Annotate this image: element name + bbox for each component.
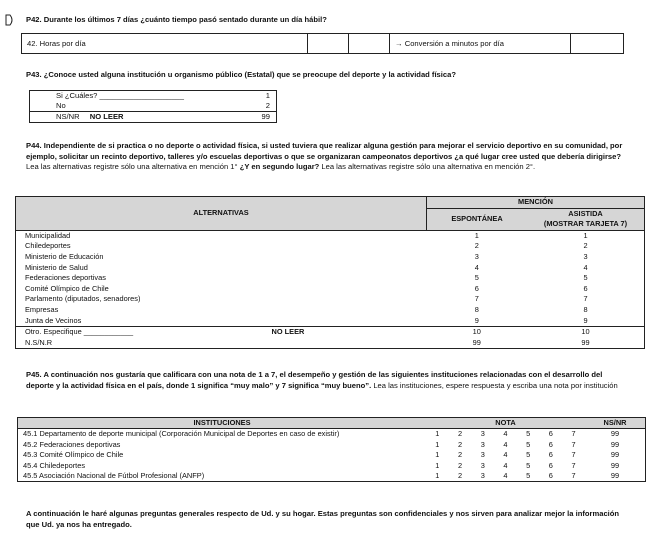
p43-question: P43. ¿Conoce usted alguna institución u organismo público (Estatal) que se preocupe del deporte y la actividad física? [26,70,456,79]
p44-alternative-row[interactable] [16,294,645,305]
p44-alternative-esp: 2 [474,241,479,251]
p44-alternative-asi: 6 [583,283,588,293]
p45-grade-option[interactable]: 2 [457,429,463,439]
p44-alternative-label: Chiledeportes [25,241,71,251]
p45-grade-option[interactable]: 3 [480,429,485,439]
p44-alternative-row[interactable] [16,263,645,274]
p45-header-instituciones: INSTITUCIONES [193,418,251,427]
p45-grade-option[interactable]: 3 [480,471,485,481]
p43-nsnr-row[interactable] [30,112,277,123]
p45-institution-label: 45.4 Chiledeportes [23,460,86,470]
p44-alternative-row[interactable] [16,305,645,316]
bookmark-marker-icon [5,14,15,26]
p45-grade-option[interactable]: 7 [571,450,576,460]
p44-alternative-label: Ministerio de Educación [25,251,104,261]
arrow-right-icon: → [395,39,403,48]
p45-nsnr-option[interactable]: 99 [610,460,620,470]
p45-grade-option[interactable]: 3 [480,439,485,449]
p45-institution-row[interactable] [18,450,646,460]
p45-grade-option[interactable]: 4 [503,429,508,439]
p44-nsnr-label: N.S/N.R [25,337,53,347]
p44-alternative-esp: 4 [474,262,479,272]
p45-grade-option[interactable]: 1 [435,450,440,460]
p45-grade-option[interactable]: 5 [526,460,531,470]
p45-table [17,417,646,482]
p45-institution-label: 45.3 Comité Olímpico de Chile [23,450,124,460]
p45-grade-option[interactable]: 2 [457,460,463,470]
p45-grade-option[interactable]: 2 [457,450,463,460]
p45-grade-option[interactable]: 3 [480,460,485,470]
p45-institution-row[interactable] [18,461,646,471]
p44-alternative-asi: 4 [583,262,588,272]
p44-alternative-asi: 1 [583,230,588,240]
p44-alternative-esp: 9 [474,315,479,325]
p45-grade-option[interactable]: 5 [526,439,531,449]
p45-grade-option[interactable]: 7 [571,460,576,470]
p45-grade-option[interactable]: 5 [526,429,531,439]
p44-alternative-row[interactable] [16,252,645,263]
p45-institution-label: 45.5 Asociación Nacional de Fútbol Profesional (ANFP) [23,471,205,481]
p43-option-code: 1 [265,91,270,100]
p43-table [29,90,277,123]
p44-alternative-esp: 5 [474,273,479,283]
p42-conversion-cell [390,34,571,54]
p44-nsnr-esp: 99 [472,337,481,347]
p45-grade-option[interactable]: 6 [548,460,553,470]
p44-question-regular: Lea las alternativas registre sólo una alternativa en mención 1° [26,162,240,171]
p45-header-nsnr: NS/NR [603,418,627,427]
p45-nsnr-option[interactable]: 99 [610,450,620,460]
p43-option-code: 2 [265,101,270,110]
p44-otro-row[interactable] [16,327,645,338]
p43-nsnr-label: NS/NR [56,112,80,121]
p45-institution-row[interactable] [18,429,646,440]
p44-alternative-esp: 7 [474,294,479,304]
p43-nsnr-code: 99 [261,112,270,121]
p44-question-bold: P44. Independiente de si practica o no deporte o actividad física, si usted tuviera que realizar alguna gestión para mejorar el servicio deportivo en su comunidad, por ejemplo, solicitar un recinto deportivo, talleres y/o escuelas deportivas o que se organizaran campeonatos deportivos ¿a qué lugar cree usted que debería dirigirse? [26,141,623,161]
p44-otro-esp: 10 [427,327,528,338]
p45-grade-option[interactable]: 1 [435,460,440,470]
p44-alternative-label: Junta de Vecinos [25,315,82,325]
p44-alternative-label: Municipalidad [25,230,71,240]
p45-institution-row[interactable] [18,471,646,482]
p44-alternative-row[interactable] [16,316,645,327]
p45-grade-option[interactable]: 1 [435,429,440,439]
p45-grade-option[interactable]: 7 [571,439,576,449]
p45-grade-option[interactable]: 4 [503,471,508,481]
p44-alternative-asi: 3 [583,251,588,261]
p43-option-label: No [56,101,66,110]
p42-minutes-cell[interactable] [571,34,624,54]
p44-otro-label: Otro. Especifique ____________ [16,327,427,338]
p44-alternative-row[interactable] [16,241,645,252]
p45-nsnr-option[interactable]: 99 [610,429,620,439]
p45-grade-option[interactable]: 2 [457,471,463,481]
p43-no-leer: NO LEER [89,112,124,121]
p44-alternative-asi: 9 [583,315,588,325]
p44-no-leer: NO LEER [271,327,305,337]
p42-hours-cell-1[interactable] [308,34,349,54]
p45-grade-option[interactable]: 1 [435,439,440,449]
p44-alternative-label: Federaciones deportivas [25,273,106,283]
p44-alternative-row[interactable] [16,284,645,295]
p44-alternative-label: Ministerio de Salud [25,262,88,272]
p44-question [26,141,626,173]
p44-alternative-asi: 8 [583,304,588,314]
p44-alternative-esp: 8 [474,304,479,314]
p43-option-label: Si ¿Cuáles? ____________________ [56,91,184,100]
p42-question: P42. Durante los últimos 7 días ¿cuánto tiempo pasó sentado durante un día hábil? [26,15,327,24]
p44-alternative-asi: 5 [583,273,588,283]
p44-alternative-asi: 7 [583,294,588,304]
p44-header-mencion: MENCIÓN [427,197,645,209]
p44-alternative-label: Parlamento (diputados, senadores) [25,294,141,304]
p45-question-bold: P45. A continuación nos gustaría que calificara con una nota de 1 a 7, el desempeño y gestión de las siguientes instituciones relacionadas con el desarrollo del deporte y la actividad física en el país, donde 1 significa “muy malo” y 7 significa “muy bueno”. [26,370,603,390]
p42-table [21,33,624,54]
p44-alternative-esp: 3 [474,251,479,261]
p45-grade-option[interactable]: 6 [548,471,553,481]
closing-text: A continuación le haré algunas preguntas generales respecto de Ud. y su hogar. Estas preguntas son confidenciales y nos sirven para analizar mejor la información que Ud. ya nos ha entregado. [26,509,620,529]
p45-nsnr-option[interactable]: 99 [610,439,620,449]
p45-grade-option[interactable]: 6 [548,439,553,449]
p44-nsnr-row[interactable] [16,338,645,349]
p45-question-regular: Lea las instituciones, espere respuesta y escriba una nota por institución [371,380,618,390]
p45-institution-row[interactable] [18,440,646,450]
p45-nsnr-option[interactable]: 99 [610,471,620,481]
p44-header-espontanea: ESPONTÁNEA [427,208,528,230]
p45-grade-option[interactable]: 3 [480,450,485,460]
p44-nsnr-asi: 99 [581,337,590,347]
p45-institution-label: 45.2 Federaciones deportivas [23,439,121,449]
p44-question-regular2: Lea las alternativas registre sólo una alternativa en mención 2°. [319,162,536,171]
p45-grade-option[interactable]: 1 [435,471,440,481]
p45-header-nota: NOTA [495,418,516,427]
p45-grade-option[interactable]: 5 [526,450,531,460]
p43-option-row[interactable] [30,101,277,112]
p45-grade-option[interactable]: 7 [571,471,576,481]
p44-header-alternativas: ALTERNATIVAS [16,197,427,231]
p44-header-asistida-sub: (MOSTRAR TARJETA 7) [527,219,645,230]
p44-otro-asi: 10 [527,327,645,338]
p45-grade-option[interactable]: 6 [548,429,553,439]
p45-institution-label: 45.1 Departamento de deporte municipal (Corporación Municipal de Deportes en caso de existir) [23,429,340,439]
p42-hours-cell-2[interactable] [349,34,390,54]
p42-conversion-label: Conversión a minutos por día [404,39,504,48]
p44-table [15,196,645,349]
p44-alternative-asi: 2 [583,241,588,251]
p44-header-asistida: ASISTIDA [568,208,603,218]
p45-grade-option[interactable]: 7 [571,429,576,439]
p45-grade-option[interactable]: 2 [457,439,463,449]
p44-alternative-row[interactable] [16,273,645,284]
p43-option-row[interactable] [30,91,277,102]
p44-alternative-label: Comité Olímpico de Chile [25,283,109,293]
p45-grade-option[interactable]: 4 [503,450,508,460]
p45-question [26,370,626,391]
p45-grade-option[interactable]: 5 [526,471,531,481]
p45-grade-option[interactable]: 6 [548,450,553,460]
p44-question-bold2: ¿Y en segundo lugar? [239,162,320,171]
p44-alternative-label: Empresas [25,304,59,314]
p44-alternative-row[interactable] [16,230,645,241]
p42-hours-label: 42. Horas por día [22,34,308,54]
p45-grade-option[interactable]: 4 [503,439,508,449]
p44-alternative-esp: 6 [474,283,479,293]
p45-grade-option[interactable]: 4 [503,460,508,470]
p44-alternative-esp: 1 [474,230,479,240]
